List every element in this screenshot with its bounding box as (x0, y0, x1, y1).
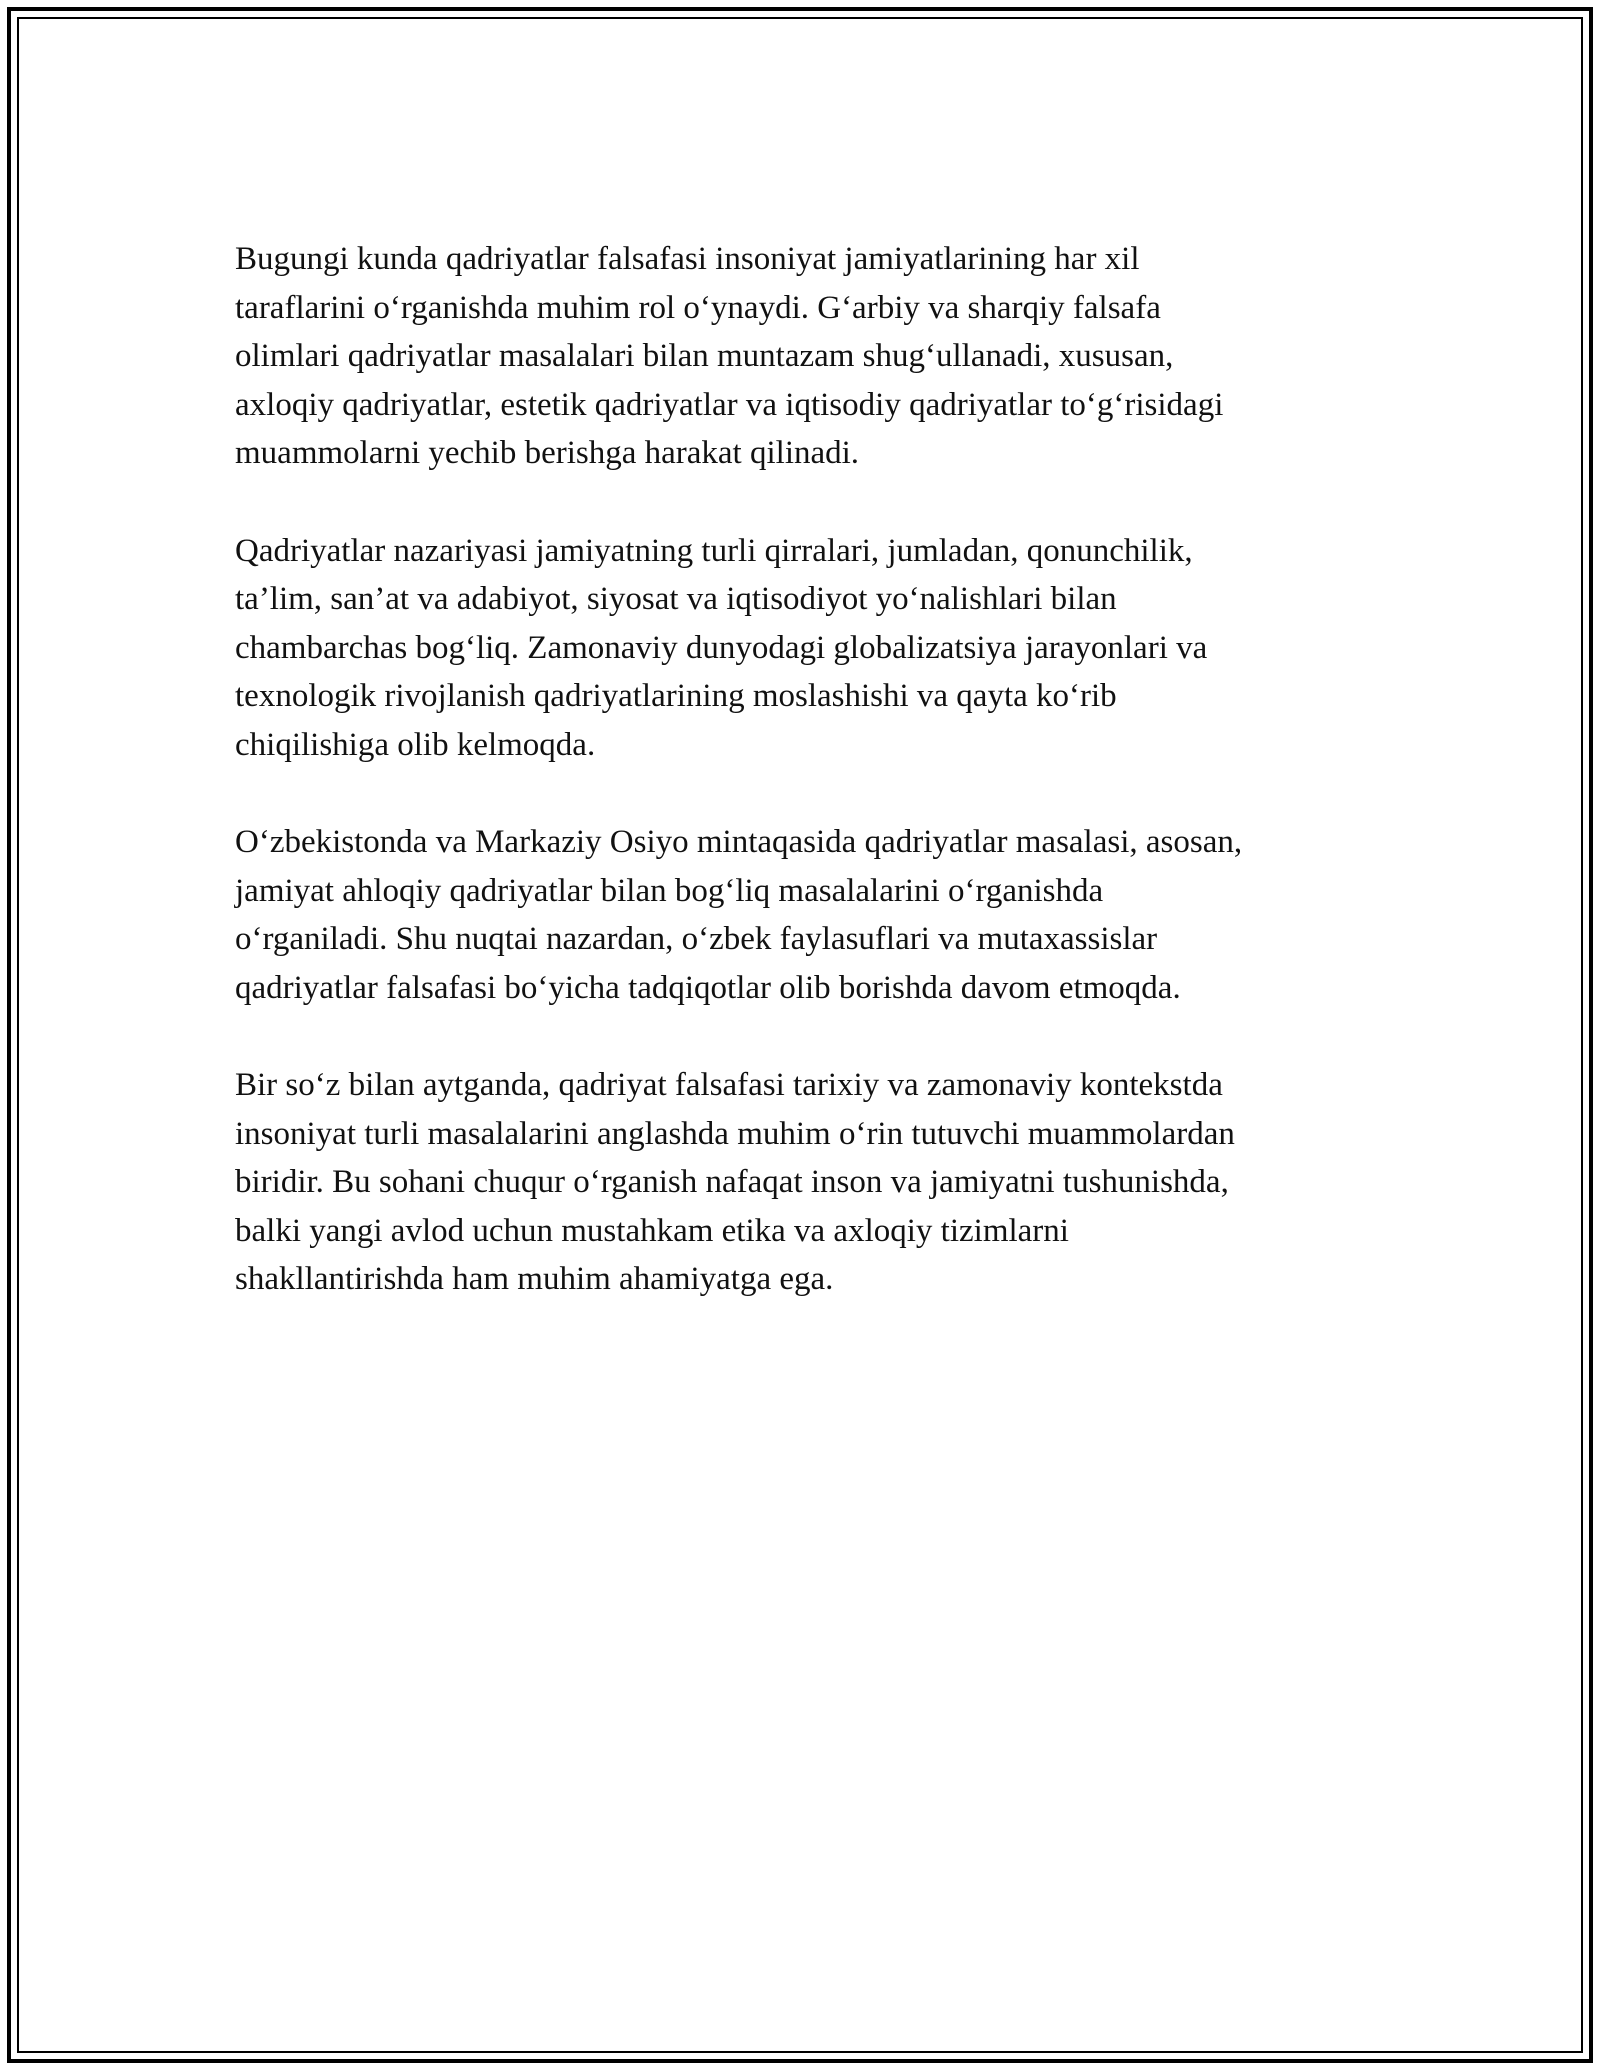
text-line: chambarchas bog‘liq. Zamonaviy dunyodagi globalizatsiya jarayonlari va (235, 629, 1208, 666)
text-line: o‘rganiladi. Shu nuqtai nazardan, o‘zbek faylasuflari va mutaxassislar (235, 921, 1158, 958)
paragraph-3 (235, 818, 1375, 1012)
text-line: Qadriyatlar nazariyasi jamiyatning turli qirralari, jumladan, qonunchilik, (235, 532, 1193, 569)
text-line: O‘zbekistonda va Markaziy Osiyo mintaqasida qadriyatlar masalasi, asosan, (235, 824, 1243, 861)
text-line: Bir so‘z bilan aytganda, qadriyat falsafasi tarixiy va zamonaviy kontekstda (235, 1067, 1223, 1104)
paragraph-4 (235, 1061, 1375, 1304)
text-line: ta’lim, san’at va adabiyot, siyosat va iqtisodiyot yo‘nalishlari bilan (235, 581, 1117, 618)
text-line: chiqilishiga olib kelmoqda. (235, 726, 596, 763)
text-line: balki yangi avlod uchun mustahkam etika va axloqiy tizimlarni (235, 1212, 1069, 1249)
text-line: axloqiy qadriyatlar, estetik qadriyatlar va iqtisodiy qadriyatlar to‘g‘risidagi (235, 386, 1224, 423)
paragraph-2 (235, 527, 1375, 770)
text-line: taraflarini o‘rganishda muhim rol o‘ynaydi. G‘arbiy va sharqiy falsafa (235, 289, 1161, 326)
text-line: Bugungi kunda qadriyatlar falsafasi insoniyat jamiyatlarining har xil (235, 241, 1140, 277)
text-line: qadriyatlar falsafasi bo‘yicha tadqiqotlar olib borishda davom etmoqda. (235, 969, 1181, 1006)
text-line: muammolarni yechib berishga harakat qilinadi. (235, 435, 860, 472)
document-body (235, 235, 1375, 1353)
text-line: insoniyat turli masalalarini anglashda muhim o‘rin tutuvchi muammolardan (235, 1115, 1235, 1152)
text-line: jamiyat ahloqiy qadriyatlar bilan bog‘liq masalalarini o‘rganishda (235, 872, 1104, 909)
paragraph-1 (235, 235, 1375, 478)
text-line: olimlari qadriyatlar masalalari bilan muntazam shug‘ullanadi, xususan, (235, 338, 1174, 375)
text-line: texnologik rivojlanish qadriyatlarining moslashishi va qayta ko‘rib (235, 678, 1117, 715)
text-line: biridir. Bu sohani chuqur o‘rganish nafaqat inson va jamiyatni tushunishda, (235, 1164, 1229, 1201)
text-line: shakllantirishda ham muhim ahamiyatga ega. (235, 1261, 834, 1298)
